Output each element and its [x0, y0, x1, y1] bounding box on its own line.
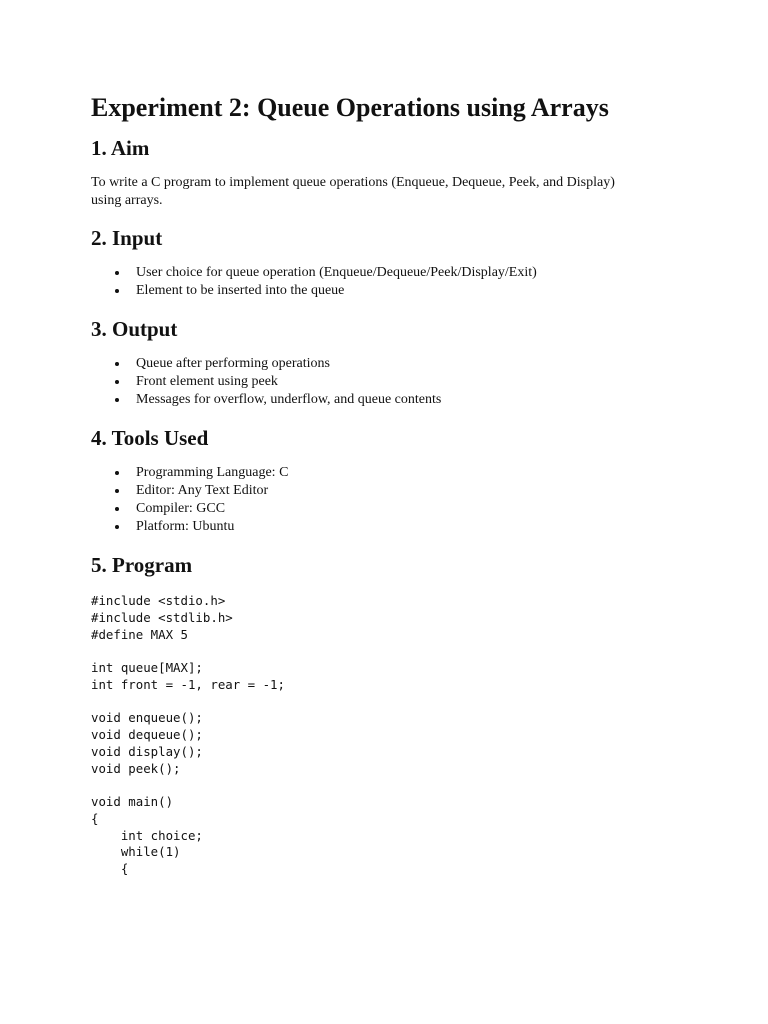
list-item: Editor: Any Text Editor	[136, 482, 691, 500]
document-page	[91, 88, 691, 878]
section-heading-output: 3. Output	[91, 317, 178, 341]
list-item: Queue after performing operations	[136, 355, 691, 373]
tools-list	[91, 464, 691, 536]
list-item: Element to be inserted into the queue	[136, 282, 691, 300]
section-heading-tools: 4. Tools Used	[91, 426, 209, 450]
list-item: Programming Language: C	[136, 464, 691, 482]
aim-paragraph: To write a C program to implement queue operations (Enqueue, Dequeue, Peek, and Display) using arrays.	[91, 175, 615, 208]
program-code-block: #include <stdio.h> #include <stdlib.h> #define MAX 5 int queue[MAX]; int front = -1, rear = -1; void enqueue(); void dequeue(); void display(); void peek(); void main() { int choice; while(1) {	[91, 593, 285, 876]
list-item: Messages for overflow, underflow, and queue contents	[136, 391, 691, 409]
document-title: Experiment 2: Queue Operations using Arrays	[91, 93, 609, 122]
input-list	[91, 264, 691, 300]
list-item: Front element using peek	[136, 373, 691, 391]
section-heading-program: 5. Program	[91, 553, 193, 577]
list-item: User choice for queue operation (Enqueue/Dequeue/Peek/Display/Exit)	[136, 264, 691, 282]
list-item: Platform: Ubuntu	[136, 518, 691, 536]
section-heading-input: 2. Input	[91, 226, 163, 250]
section-heading-aim: 1. Aim	[91, 136, 150, 160]
list-item: Compiler: GCC	[136, 500, 691, 518]
output-list	[91, 355, 691, 409]
